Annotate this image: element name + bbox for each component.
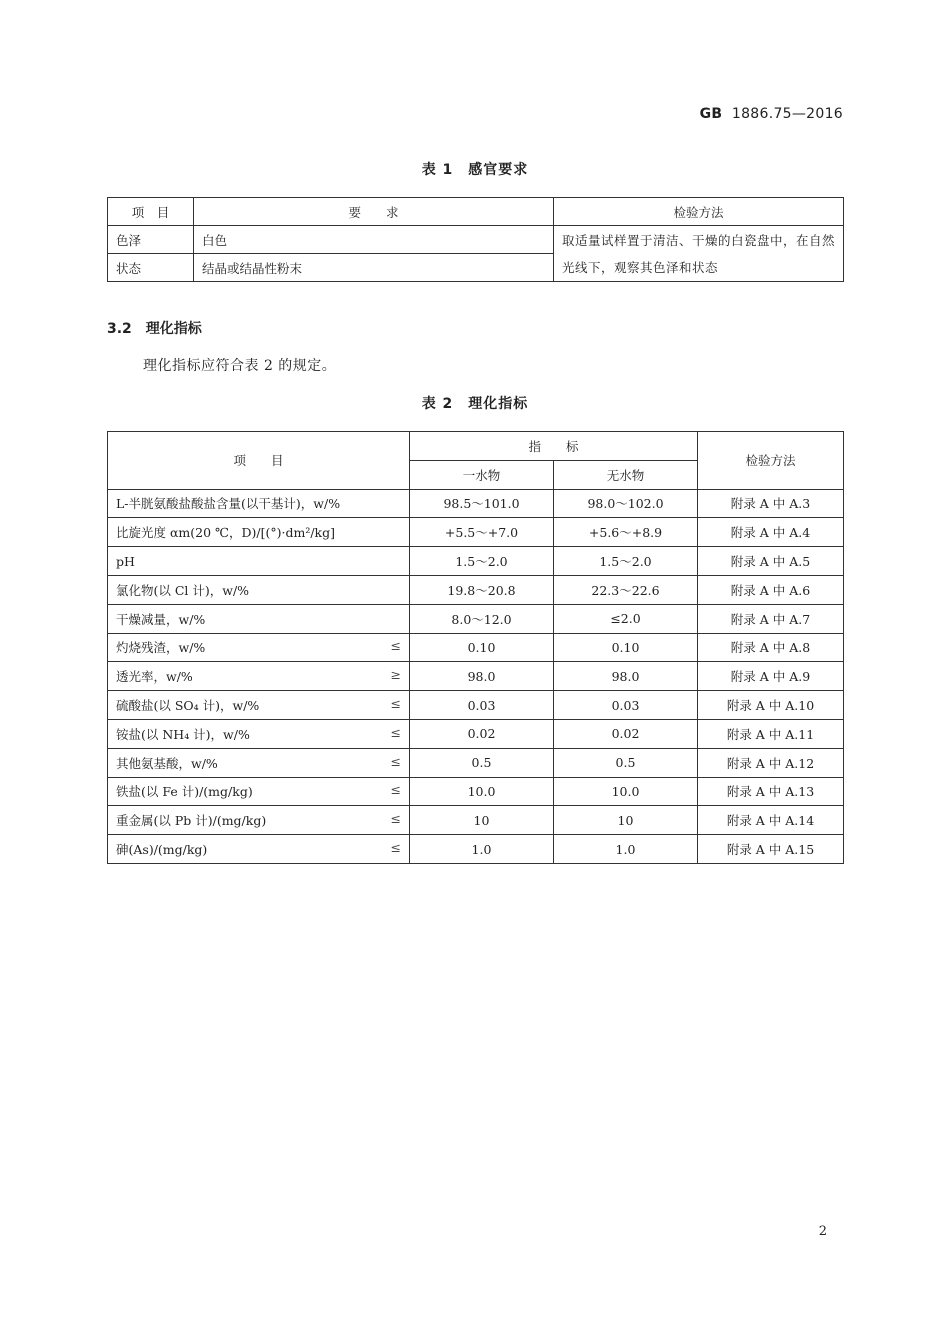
cell-method: 附录 A 中 A.8 [698,633,844,662]
header-anhydrous: 无水物 [554,460,698,489]
table-row [108,518,844,547]
cell-anhydrous: +5.6～+8.9 [554,518,698,547]
cell-anhydrous: 10 [554,806,698,835]
limit-symbol: ≤ [390,840,401,856]
cell-monohydrate: +5.5～+7.0 [410,518,554,547]
cell-anhydrous: 0.5 [554,748,698,777]
cell-method: 附录 A 中 A.6 [698,575,844,604]
item-label: 灼烧残渣，w/% [116,640,206,656]
cell-monohydrate: 1.0 [410,835,554,864]
table-body [108,489,844,863]
header-index: 指 标 [410,432,698,461]
item-label: 干燥减量，w/% [116,611,206,627]
table-header-row [108,432,844,461]
item-label: 硫酸盐(以 SO₄ 计)，w/% [116,698,260,714]
table-row [108,777,844,806]
table-row [108,547,844,576]
item-label: 比旋光度 αm(20 ℃，D)/[(°)·dm²/kg] [116,525,336,541]
limit-symbol: ≤ [390,753,401,769]
limit-symbol: ≤ [390,638,401,654]
cell-anhydrous: 0.02 [554,719,698,748]
item-label: 透光率，w/% [116,669,193,685]
table-header-row [108,198,844,226]
table-row [108,835,844,864]
cell-method: 附录 A 中 A.5 [698,547,844,576]
table-row [108,489,844,518]
cell-anhydrous: 10.0 [554,777,698,806]
cell-method: 附录 A 中 A.14 [698,806,844,835]
section-paragraph: 理化指标应符合表 2 的规定。 [143,358,337,374]
cell-method: 附录 A 中 A.4 [698,518,844,547]
item-label: 重金属(以 Pb 计)/(mg/kg) [116,813,267,829]
limit-symbol: ≤ [390,724,401,740]
limit-symbol: ≤ [390,696,401,712]
cell-requirement: 白色 [194,226,554,254]
item-label: 其他氨基酸，w/% [116,755,218,771]
cell-monohydrate: 10.0 [410,777,554,806]
cell-monohydrate: 0.10 [410,633,554,662]
cell-item [108,691,410,720]
cell-item [108,633,410,662]
cell-monohydrate: 98.5～101.0 [410,489,554,518]
cell-anhydrous: 22.3～22.6 [554,575,698,604]
table-row [108,575,844,604]
cell-monohydrate: 0.5 [410,748,554,777]
table-row [108,748,844,777]
table-row [108,662,844,691]
cell-monohydrate: 19.8～20.8 [410,575,554,604]
cell-item: 色泽 [108,226,194,254]
header-requirement: 要 求 [194,198,554,226]
section-title: 3.2 理化指标 [107,321,202,337]
cell-item [108,806,410,835]
cell-item [108,777,410,806]
table-row [108,691,844,720]
cell-item [108,748,410,777]
cell-item [108,719,410,748]
header-method: 检验方法 [698,432,844,490]
cell-anhydrous: 1.5～2.0 [554,547,698,576]
cell-requirement: 结晶或结晶性粉末 [194,254,554,282]
limit-symbol: ≤ [390,811,401,827]
header-method: 检验方法 [554,198,844,226]
item-label: 砷(As)/(mg/kg) [116,842,208,858]
item-label: L-半胱氨酸盐酸盐含量(以干基计)，w/% [116,496,341,512]
item-label: 铁盐(以 Fe 计)/(mg/kg) [116,784,253,800]
cell-method: 附录 A 中 A.12 [698,748,844,777]
table-row [108,604,844,633]
limit-symbol: ≤ [390,782,401,798]
item-label: 氯化物(以 Cl 计)，w/% [116,582,250,598]
cell-item [108,547,410,576]
cell-monohydrate: 0.02 [410,719,554,748]
standard-number: 1886.75—2016 [731,106,843,122]
table-row [108,633,844,662]
cell-monohydrate: 10 [410,806,554,835]
cell-method: 附录 A 中 A.3 [698,489,844,518]
header-item: 项 目 [108,198,194,226]
table-row [108,719,844,748]
header-monohydrate: 一水物 [410,460,554,489]
table-row [108,226,844,254]
cell-item [108,662,410,691]
cell-monohydrate: 98.0 [410,662,554,691]
cell-method: 附录 A 中 A.13 [698,777,844,806]
sensory-requirements-table [107,197,844,282]
cell-item: 状态 [108,254,194,282]
cell-method: 取适量试样置于清洁、干燥的白瓷盘中，在自然光线下，观察其色泽和状态 [554,226,844,282]
cell-item [108,518,410,547]
cell-anhydrous: 0.03 [554,691,698,720]
cell-anhydrous: 98.0 [554,662,698,691]
standard-header [700,106,843,122]
limit-symbol: ≥ [390,667,401,683]
cell-item [108,835,410,864]
item-label: 铵盐(以 NH₄ 计)，w/% [116,726,250,742]
cell-item [108,575,410,604]
standard-code: GB [699,106,723,122]
cell-monohydrate: 8.0～12.0 [410,604,554,633]
table2-caption: 表 2 理化指标 [421,396,529,412]
cell-method: 附录 A 中 A.7 [698,604,844,633]
cell-anhydrous: ≤2.0 [554,604,698,633]
cell-method: 附录 A 中 A.10 [698,691,844,720]
physicochemical-table [107,431,844,864]
cell-monohydrate: 0.03 [410,691,554,720]
cell-monohydrate: 1.5～2.0 [410,547,554,576]
header-item: 项 目 [108,432,410,490]
table-row [108,806,844,835]
item-label: pH [116,553,135,569]
cell-item [108,489,410,518]
page-number: 2 [818,1224,827,1239]
cell-method: 附录 A 中 A.9 [698,662,844,691]
cell-anhydrous: 98.0～102.0 [554,489,698,518]
table1-caption: 表 1 感官要求 [421,162,529,178]
cell-anhydrous: 1.0 [554,835,698,864]
cell-anhydrous: 0.10 [554,633,698,662]
cell-method: 附录 A 中 A.11 [698,719,844,748]
cell-item [108,604,410,633]
cell-method: 附录 A 中 A.15 [698,835,844,864]
